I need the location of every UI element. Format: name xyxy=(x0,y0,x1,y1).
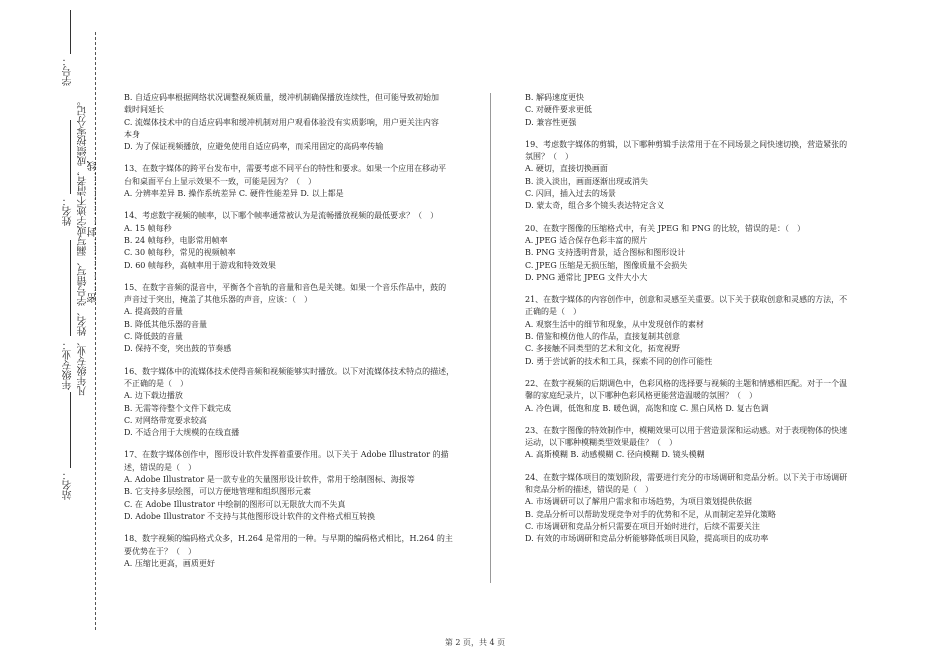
answer-option: A. 压缩比更高，画质更好 xyxy=(124,558,215,568)
answer-option: C. 30 帧每秒，常见的视频帧率 xyxy=(124,248,236,258)
answer-option: A. 15 帧每秒 xyxy=(124,223,172,233)
question-line: C. 流媒体技术中的自适应码率和缓冲机制对用户观看体验没有实质影响，用户更关注内容 xyxy=(124,117,439,127)
answer-option: D. 不适合用于大规模的在线直播 xyxy=(124,428,240,438)
question-block xyxy=(124,282,474,356)
question-line: B. 自适应码率根据网络状况调整视频质量，缓冲机制确保播放连续性，但可能导致初始加 xyxy=(124,93,439,102)
school-field[interactable] xyxy=(70,392,71,468)
seal-line-text: 密……………封……………线 xyxy=(88,160,99,303)
right-column xyxy=(525,92,870,556)
question-block xyxy=(525,92,870,129)
name-label: 姓名： xyxy=(63,196,74,226)
cut-line xyxy=(95,32,96,630)
answer-option: C. JPEG 压缩是无损压缩，图像质量不会损失 xyxy=(525,260,688,270)
grade-major-field[interactable] xyxy=(70,240,71,336)
question-stem: 16、数字媒体中的流媒体技术使得音频和视频能够实时播放。以下对流媒体技术特点的描述， xyxy=(124,366,455,376)
answer-option: B. 它支持多层绘图，可以方便地管理和组织图形元素 xyxy=(124,487,311,497)
left-column xyxy=(124,92,474,580)
question-block xyxy=(124,533,474,570)
answer-option: D. 勇于尝试新的技术和工具，探索不同的创作可能性 xyxy=(525,356,713,366)
question-stem: 18、数字视频的编码格式众多，H.264 是常用的一种。与早期的编码格式相比，H.264 的主 xyxy=(124,534,453,544)
question-stem: 14、考虑数字视频的帧率，以下哪个帧率通常被认为是流畅播放视频的最低要求？（ ） xyxy=(124,211,439,221)
answer-option: D. Adobe Illustrator 不支持与其他图形设计软件的文件格式相互转换 xyxy=(124,511,376,521)
answer-option: B. 解码速度更快 xyxy=(525,93,584,102)
question-stem: 19、考虑数字媒体的剪辑，以下哪种剪辑手法常用于在不同场景之间快速切换，营造紧张的 xyxy=(525,139,848,149)
answer-option: B. 借鉴和模仿他人的作品，直接复制其创意 xyxy=(525,332,680,342)
question-block xyxy=(525,139,870,213)
question-stem: 17、在数字媒体创作中，图形设计软件发挥着重要作用。以下关于 Adobe Illustrator 的描 xyxy=(124,450,449,460)
question-stem: 馨的家庭纪录片，以下哪种色彩风格更能营造温暖的氛围？（ ） xyxy=(525,391,757,401)
answer-option: A. 硬切，直接切换画面 xyxy=(525,164,608,174)
answer-option: B. 无需等待整个文件下载完成 xyxy=(124,403,231,413)
answer-option: A. 观察生活中的细节和现象，从中发现创作的素材 xyxy=(525,319,704,329)
column-divider xyxy=(490,93,491,583)
name-field[interactable] xyxy=(70,120,71,194)
answer-option: C. 对网络带宽要求较高 xyxy=(124,415,207,425)
question-stem: 22、在数字视频的后期调色中，色彩风格的选择要与视频的主题和情感相匹配。对于一个温 xyxy=(525,378,848,388)
question-block xyxy=(124,210,474,271)
question-stem: 15、在数字音频的混音中，平衡各个音轨的音量和音色是关键。如果一个音乐作品中，鼓的 xyxy=(124,282,447,292)
answer-option: A. 冷色调，低饱和度 B. 暖色调，高饱和度 C. 黑白风格 D. 复古色调 xyxy=(525,403,769,413)
question-block xyxy=(124,366,474,440)
question-block xyxy=(124,449,474,523)
student-id-label: 学号： xyxy=(63,56,74,86)
answer-option: B. 淡入淡出，画面逐渐出现或消失 xyxy=(525,176,648,186)
answer-option: D. 有效的市场调研和竞品分析能够降低项目风险，提高项目的成功率 xyxy=(525,534,769,544)
question-stem: 运动，以下哪种模糊类型效果最佳？（ ） xyxy=(525,438,677,448)
student-id-field[interactable] xyxy=(70,10,71,54)
answer-option: D. 蒙太奇，组合多个镜头表达特定含义 xyxy=(525,201,665,211)
question-stem: 21、在数字媒体的内容创作中，创意和灵感至关重要。以下关于获取创意和灵感的方法，不 xyxy=(525,295,848,305)
question-block xyxy=(525,294,870,368)
answer-option: B. 24 帧每秒，电影常用帧率 xyxy=(124,235,228,245)
question-block xyxy=(525,378,870,415)
answer-option: A. 市场调研可以了解用户需求和市场趋势，为项目策划提供依据 xyxy=(525,497,752,507)
answer-option: C. 对硬件要求更低 xyxy=(525,105,592,115)
question-block xyxy=(525,223,870,284)
answer-option: D. PNG 通常比 JPEG 文件大小大 xyxy=(525,272,648,282)
answer-option: A. 分辨率差异 B. 操作系统差异 C. 硬件性能差异 D. 以上都是 xyxy=(124,189,344,199)
answer-option: B. 竞品分析可以帮助发现竞争对手的优势和不足，从而制定差异化策略 xyxy=(525,509,776,519)
question-line: 载时间延长 xyxy=(124,105,164,115)
question-block xyxy=(124,163,474,200)
question-stem: 13、在数字媒体的跨平台发布中，需要考虑不同平台的特性和要求。如果一个应用在移动平 xyxy=(124,164,447,174)
answer-option: D. 60 帧每秒，高帧率用于游戏和特效效果 xyxy=(124,260,276,270)
answer-option: C. 在 Adobe Illustrator 中绘制的图形可以无限放大而不失真 xyxy=(124,499,346,509)
question-line: 本身 xyxy=(124,129,140,139)
question-stem: 20、在数字图像的压缩格式中，有关 JPEG 和 PNG 的比较，错误的是：（ ） xyxy=(525,223,805,233)
question-line: D. 为了保证视频播放，应避免使用自适应码率，而采用固定的高码率传输 xyxy=(124,142,384,152)
question-stem: 23、在数字图像的特效制作中，模糊效果可以用于营造景深和运动感。对于表现物体的快速 xyxy=(525,425,848,435)
question-block xyxy=(124,92,474,153)
answer-option: A. 高斯模糊 B. 动感模糊 C. 径向模糊 D. 镜头模糊 xyxy=(525,450,705,460)
question-block xyxy=(525,425,870,462)
question-stem: 声音过于突出，掩盖了其他乐器的声音，应该：（ ） xyxy=(124,295,312,305)
answer-option: C. 闪回，插入过去的场景 xyxy=(525,189,616,199)
page-number: 第 2 页，共 4 页 xyxy=(444,638,506,647)
question-stem: 正确的是（ ） xyxy=(525,307,581,317)
grade-major-label: 年级专业： xyxy=(63,340,74,390)
school-label: 站名： xyxy=(63,470,74,500)
binding-margin xyxy=(0,0,108,672)
binding-notice: 凡年级专业、姓名、学号错写、漏写或字迹不清者，成绩按零分记。 xyxy=(78,96,89,396)
question-block xyxy=(525,472,870,546)
question-stem: 氛围？（ ） xyxy=(525,152,573,162)
answer-option: A. JPEG 适合保存色彩丰富的照片 xyxy=(525,235,648,245)
question-stem: 述，错误的是（ ） xyxy=(124,462,196,472)
answer-option: A. 边下载边播放 xyxy=(124,391,183,401)
answer-option: C. 多接触不同类型的艺术和文化，拓宽视野 xyxy=(525,344,680,354)
answer-option: C. 降低鼓的音量 xyxy=(124,332,183,342)
answer-option: D. 保持不变，突出鼓的节奏感 xyxy=(124,344,232,354)
question-stem: 台和桌面平台上显示效果不一致，可能是因为？（ ） xyxy=(124,176,316,186)
answer-option: C. 市场调研和竞品分析只需要在项目开始时进行，后续不需要关注 xyxy=(525,521,760,531)
question-stem: 不正确的是（ ） xyxy=(124,378,188,388)
question-stem: 要优势在于？（ ） xyxy=(124,546,196,556)
answer-option: B. 降低其他乐器的音量 xyxy=(124,319,207,329)
question-stem: 和竞品分析的描述，错误的是（ ） xyxy=(525,485,653,495)
answer-option: D. 兼容性更强 xyxy=(525,117,577,127)
question-stem: 24、在数字媒体项目的策划阶段，需要进行充分的市场调研和竞品分析。以下关于市场调研 xyxy=(525,472,848,482)
answer-option: A. 提高鼓的音量 xyxy=(124,307,183,317)
answer-option: A. Adobe Illustrator 是一款专业的矢量图形设计软件，常用于绘制图标、海报等 xyxy=(124,475,415,485)
answer-option: B. PNG 支持透明背景，适合图标和图形设计 xyxy=(525,248,686,258)
